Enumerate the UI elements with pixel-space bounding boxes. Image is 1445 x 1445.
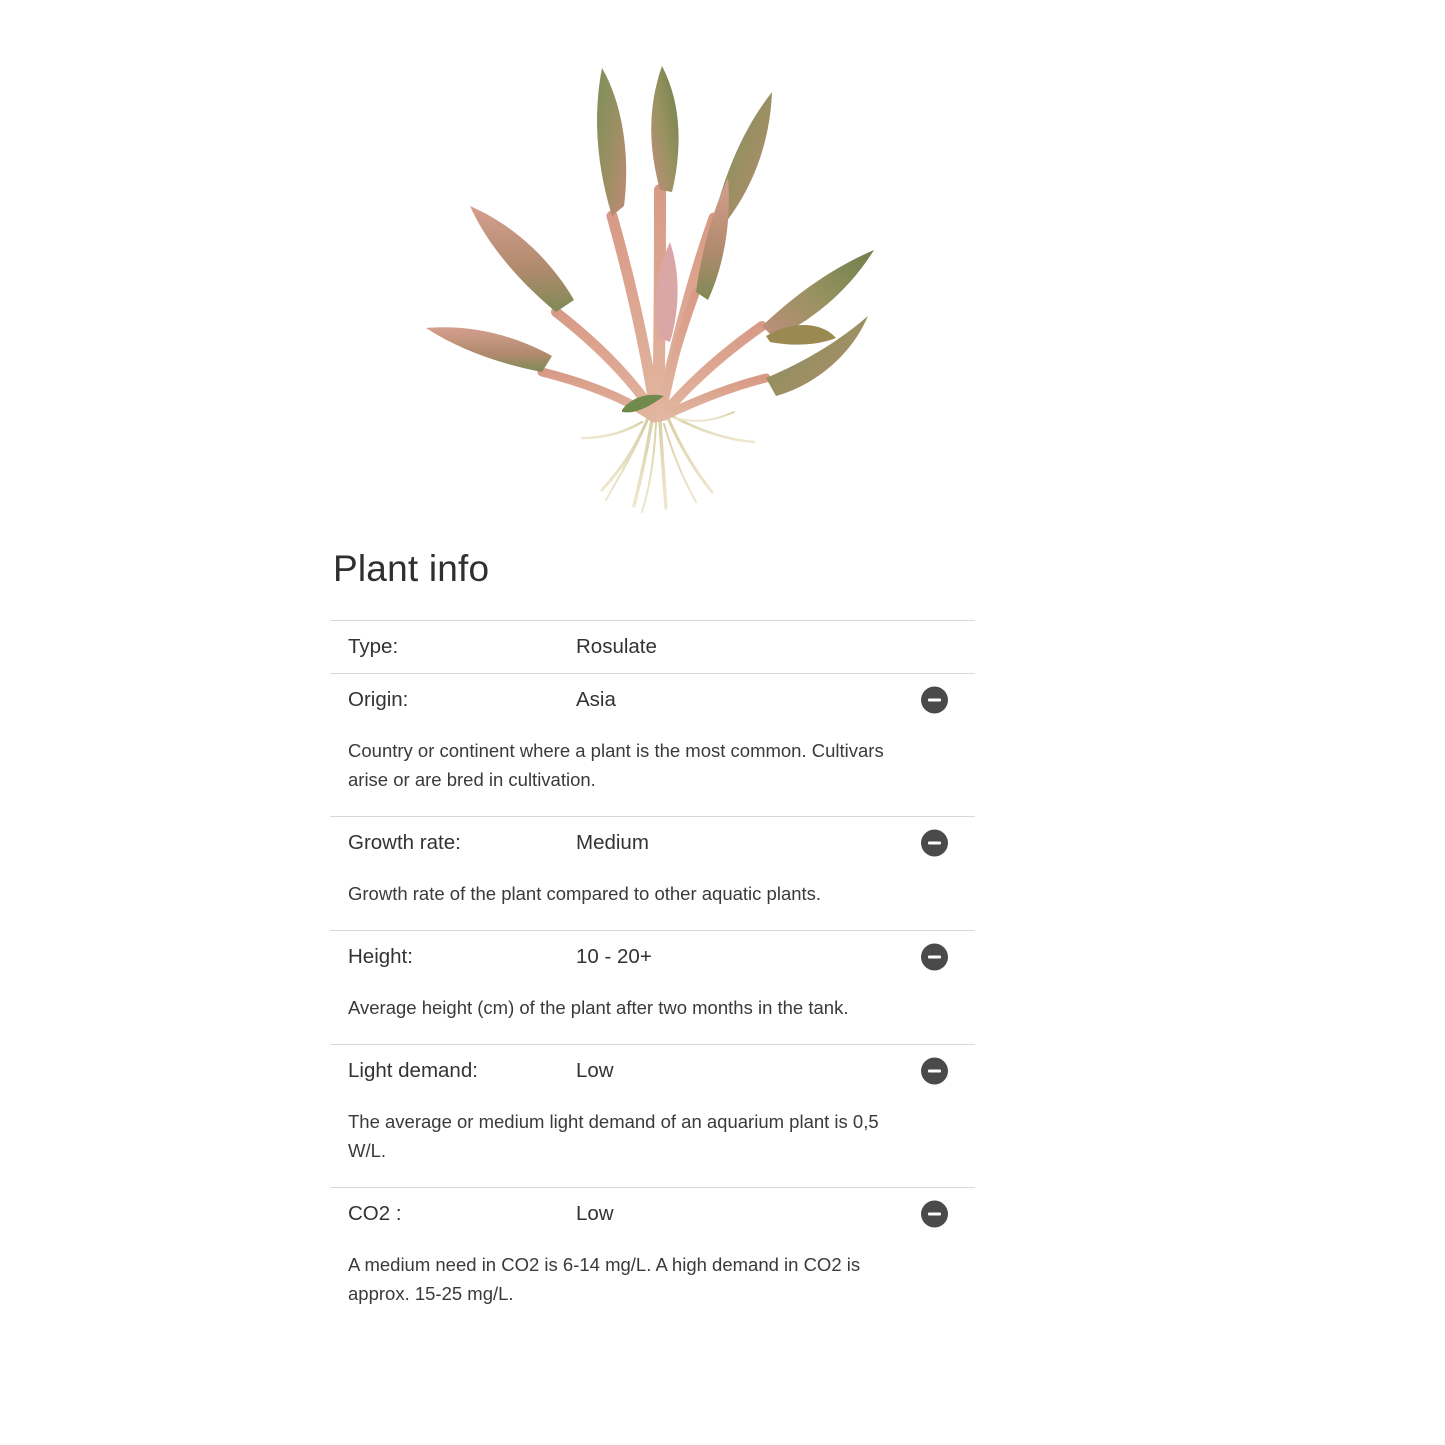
minus-circle-icon[interactable] [921, 944, 948, 971]
info-row-header[interactable] [330, 674, 975, 726]
plant-roots [582, 412, 754, 512]
info-row-co2 [330, 1187, 975, 1330]
info-row-value: Rosulate [576, 635, 657, 658]
info-row-description: Average height (cm) of the plant after two months in the tank. [348, 997, 849, 1018]
info-row-description: Growth rate of the plant compared to other aquatic plants. [348, 883, 822, 904]
minus-circle-icon[interactable] [921, 1201, 948, 1228]
plant-stems [542, 190, 766, 418]
info-row-type [330, 620, 975, 673]
info-row-growth-rate [330, 816, 975, 930]
info-row-value: 10 - 20+ [576, 945, 652, 968]
info-row-value: Low [576, 1059, 614, 1082]
info-row-header[interactable] [330, 1188, 975, 1240]
info-row-description: A medium need in CO2 is 6-14 mg/L. A high demand in CO2 is approx. 15-25 mg/L. [348, 1254, 861, 1304]
info-row-origin [330, 673, 975, 816]
info-row-value: Asia [576, 688, 616, 711]
info-row-label: Height: [348, 945, 413, 968]
info-row-value: Medium [576, 831, 649, 854]
info-row-description: Country or continent where a plant is the most common. Cultivars arise or are bred in cultivation. [348, 740, 884, 790]
info-row-label: CO2 : [348, 1202, 402, 1225]
page-title: Plant info [333, 548, 490, 589]
info-row-header[interactable] [330, 817, 975, 869]
info-row-header[interactable] [330, 1045, 975, 1097]
minus-circle-icon[interactable] [921, 1058, 948, 1085]
info-row-label: Type: [348, 635, 399, 658]
info-row-label: Growth rate: [348, 831, 461, 854]
minus-circle-icon[interactable] [921, 687, 948, 714]
info-row-label: Origin: [348, 688, 409, 711]
info-row-header[interactable] [330, 931, 975, 983]
info-row-description: The average or medium light demand of an aquarium plant is 0,5 W/L. [348, 1111, 879, 1161]
info-row-label: Light demand: [348, 1059, 478, 1082]
info-row-header [330, 621, 975, 673]
plant-illustration [330, 20, 970, 530]
minus-circle-icon[interactable] [921, 830, 948, 857]
plant-info-panel [330, 548, 975, 1330]
info-row-light-demand [330, 1044, 975, 1187]
info-row-value: Low [576, 1202, 614, 1225]
info-row-height [330, 930, 975, 1044]
